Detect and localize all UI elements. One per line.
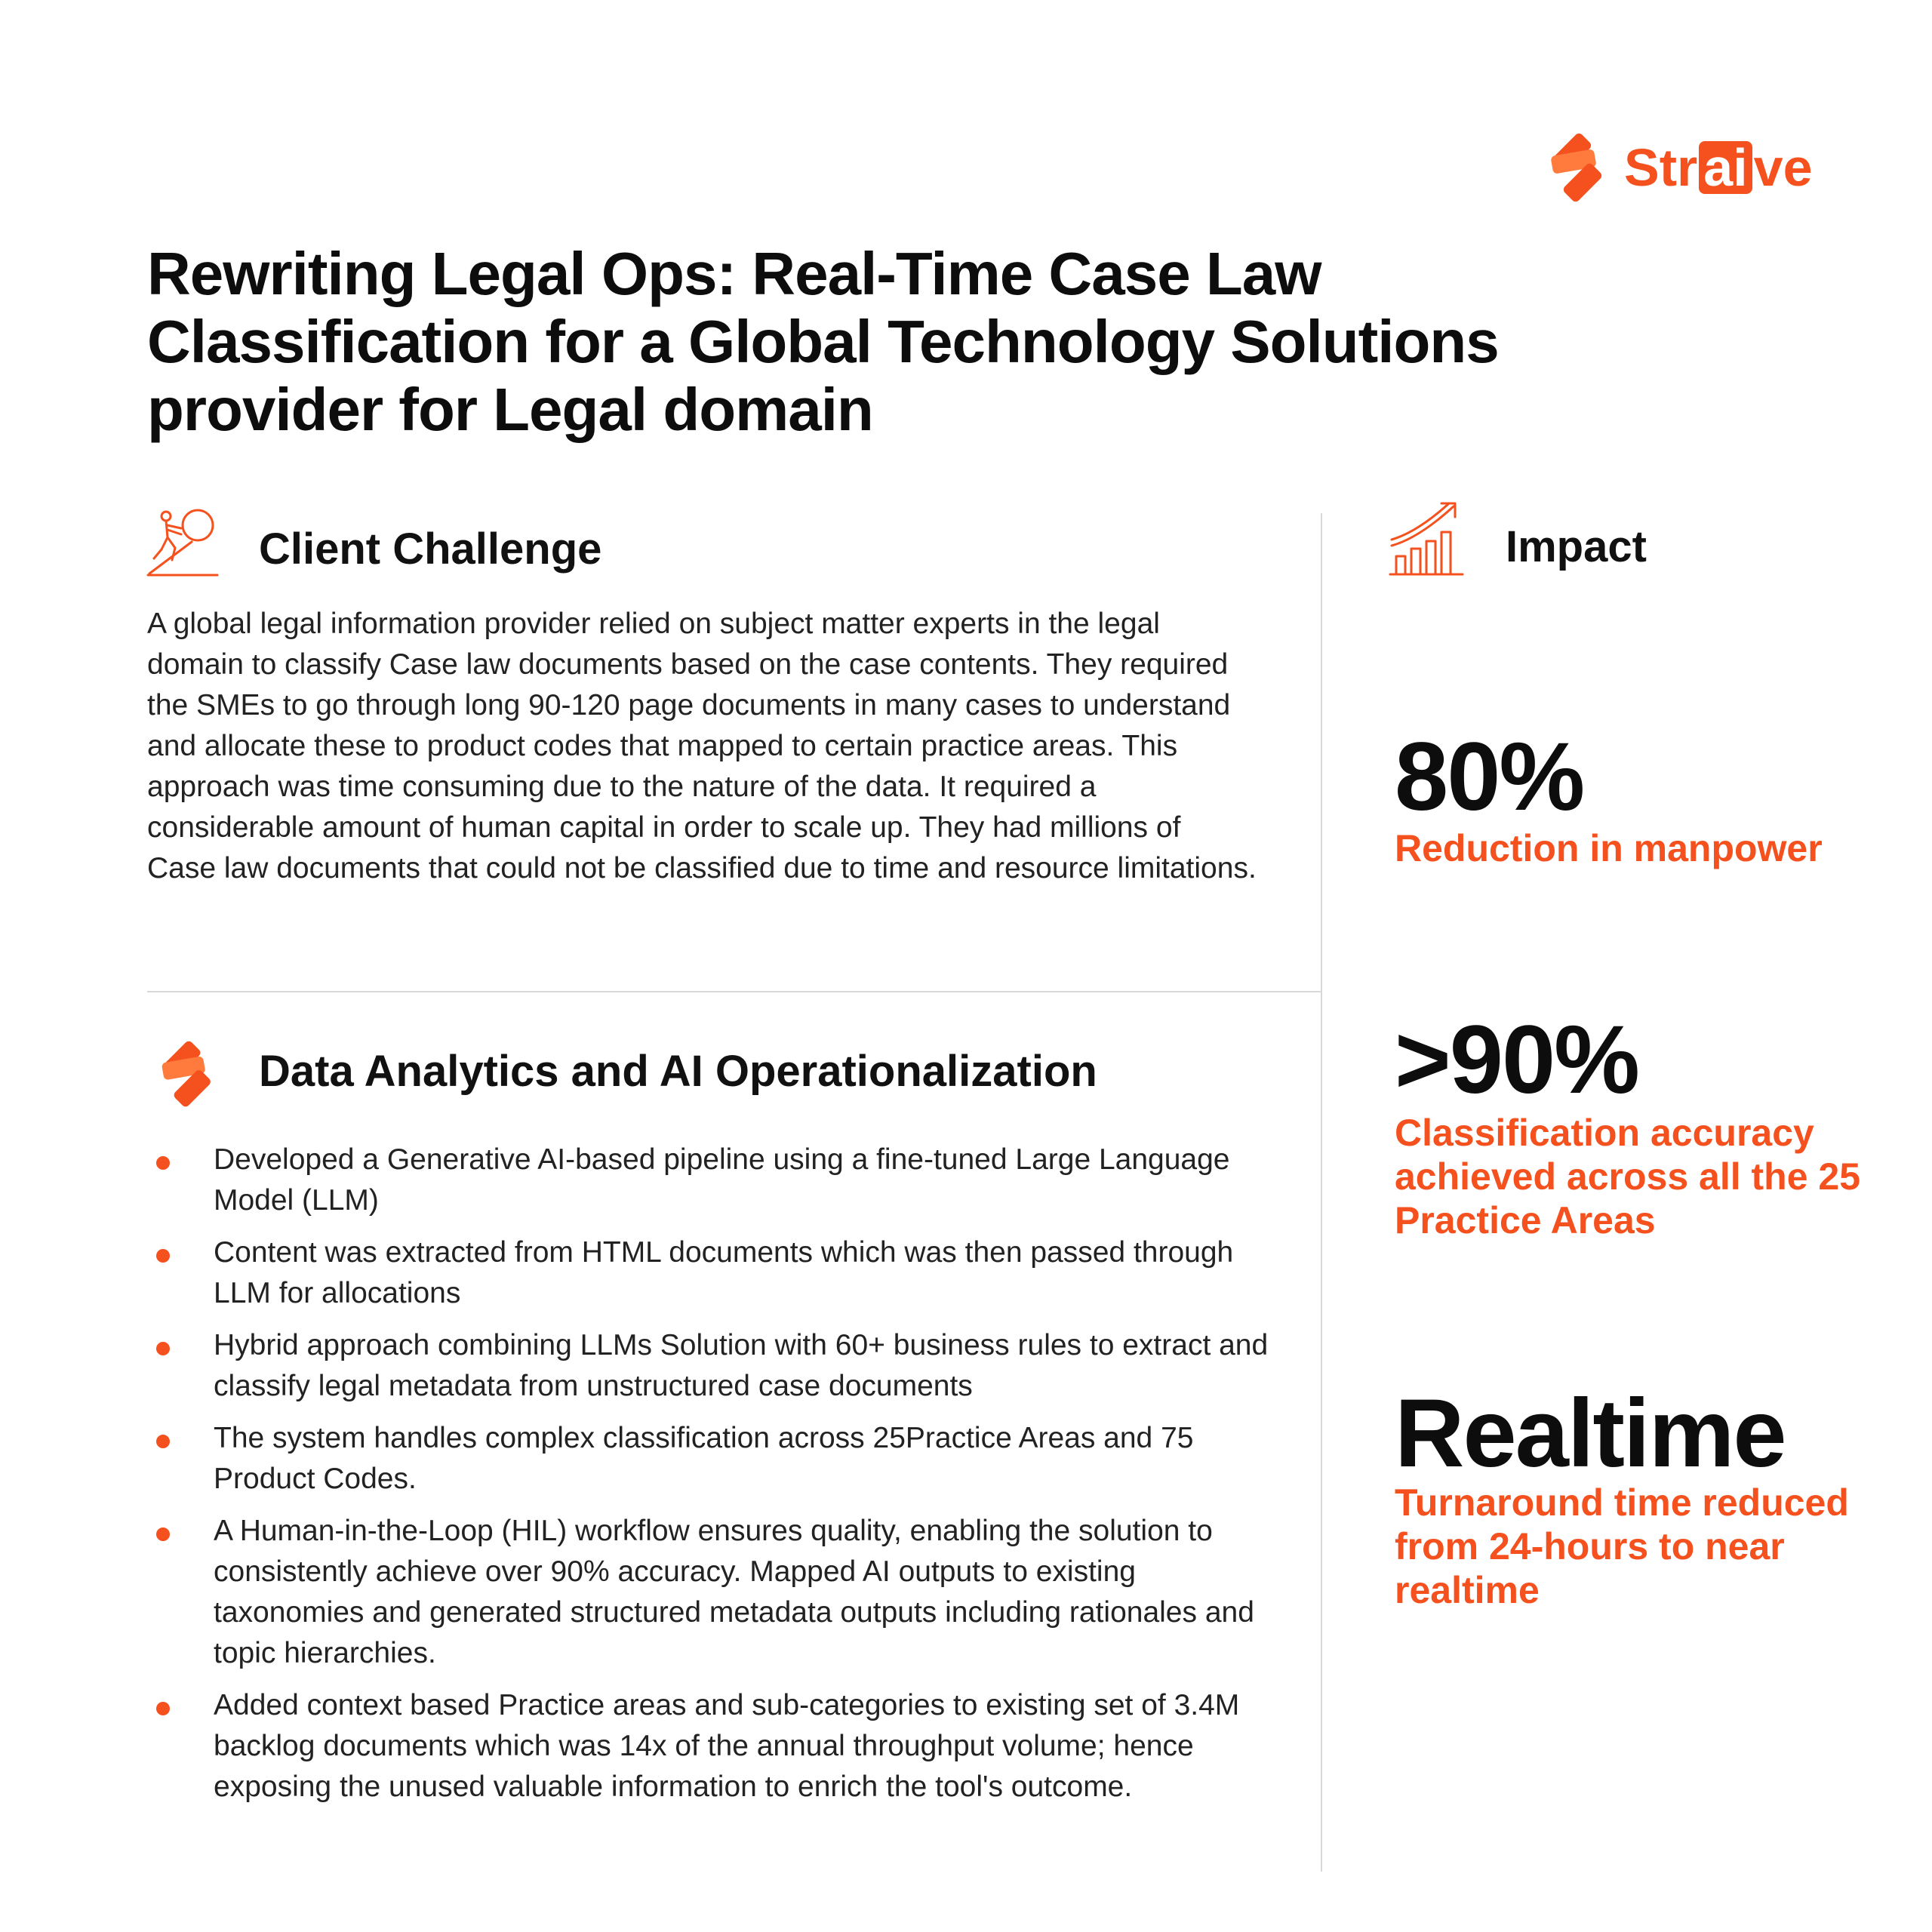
solution-heading: Data Analytics and AI Operationalization (259, 1047, 1097, 1096)
section-divider (147, 991, 1321, 992)
straive-logo (1540, 130, 1826, 205)
list-item (147, 1232, 1279, 1314)
client-challenge-heading: Client Challenge (259, 525, 602, 574)
stat-value-turnaround: Realtime (1395, 1380, 1786, 1487)
bullet-text: Developed a Generative AI-based pipeline using a fine-tuned Large Language Model (LLM) (214, 1143, 1230, 1217)
straive-logo-icon (1540, 130, 1615, 205)
bullet-text: Added context based Practice areas and sub-categories to existing set of 3.4M backlog documents which was 14x of the annual throughput volume; hence exposing the unused valuable information to enrich the tool's outcome. (214, 1689, 1240, 1803)
bullet-dot-icon (156, 1435, 170, 1448)
bullet-dot-icon (156, 1249, 170, 1263)
list-item (147, 1685, 1279, 1807)
brand-name: Str ai ve (1624, 138, 1813, 197)
list-item (147, 1140, 1279, 1221)
list-item (147, 1511, 1279, 1674)
bullet-text: Hybrid approach combining LLMs Solution with 60+ business rules to extract and classify legal metadata from unstructured case documents (214, 1329, 1269, 1402)
growth-chart-icon (1389, 502, 1464, 581)
stat-value-accuracy: >90% (1395, 1006, 1638, 1114)
bullet-dot-icon (156, 1156, 170, 1170)
list-item (147, 1325, 1279, 1407)
client-challenge-body: A global legal information provider relied on subject matter experts in the legal domain to classify Case law documents based on the case contents. They required the SMEs to go through long 90-120 page documents in many cases to understand and allocate these to product codes that mapped to certain practice areas. This approach was time consuming due to the nature of the data. It required a considerable amount of human capital in order to scale up. They had millions of Case law documents that could not be classified due to time and resource limitations. (147, 608, 1257, 884)
stat-value-manpower: 80% (1395, 723, 1584, 831)
person-pushing-boulder-icon (145, 506, 220, 585)
list-item (147, 1418, 1279, 1500)
stat-label-accuracy: Classification accuracy achieved across all the 25 Practice Areas (1395, 1112, 1861, 1241)
bullet-text: Content was extracted from HTML documents which was then passed through LLM for allocations (214, 1236, 1234, 1309)
stat-label-turnaround: Turnaround time reduced from 24-hours to near realtime (1395, 1481, 1849, 1611)
straive-mark-icon (151, 1038, 223, 1114)
bullet-text: The system handles complex classification across 25Practice Areas and 75 Product Codes. (214, 1422, 1194, 1495)
bullet-text: A Human-in-the-Loop (HIL) workflow ensures quality, enabling the solution to consistently achieve over 90% accuracy. Mapped AI outputs to existing taxonomies and generated structured metadata outputs including rationales and topic hierarchies. (214, 1515, 1254, 1669)
stat-label-manpower: Reduction in manpower (1395, 827, 1823, 869)
impact-heading: Impact (1506, 522, 1647, 571)
solution-bullet-list (147, 1140, 1279, 1819)
bullet-dot-icon (156, 1342, 170, 1355)
bullet-dot-icon (156, 1702, 170, 1715)
column-divider (1321, 513, 1322, 1872)
page-title: Rewriting Legal Ops: Real-Time Case Law Classification for a Global Technology Solutions provider for Legal domain (147, 240, 1499, 443)
bullet-dot-icon (156, 1527, 170, 1541)
